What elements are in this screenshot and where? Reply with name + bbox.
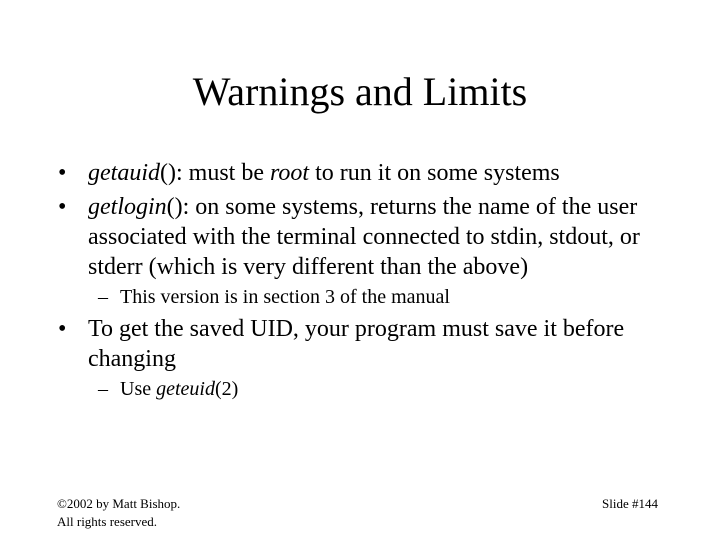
sub-bullet-text: (2)	[214, 378, 239, 400]
function-name: geteuid	[156, 378, 215, 400]
slide-title: Warnings and Limits	[192, 69, 528, 114]
bullet-item-getauid	[56, 158, 676, 188]
rights-line: All rights reserved.	[57, 514, 158, 529]
bullet-glyph: •	[58, 194, 67, 220]
sub-bullet-text: Use	[120, 378, 157, 400]
bullet-text: to run it on some systems	[309, 160, 560, 186]
sub-bullet-manual-section	[56, 284, 676, 310]
copyright-line: ©2002 by Matt Bishop.	[57, 496, 181, 511]
bullet-glyph: •	[58, 160, 67, 186]
bullet-text: To get the saved UID, your program must save it before changing	[88, 316, 625, 372]
bullet-item-getlogin	[56, 192, 676, 282]
function-name: getauid	[88, 160, 160, 186]
dash-glyph: –	[98, 378, 108, 400]
slide-number: Slide #144	[602, 496, 658, 511]
bullet-list	[56, 158, 676, 406]
bullet-item-saved-uid	[56, 314, 676, 374]
sub-bullet-text: This version is in section 3 of the manual	[120, 286, 450, 308]
bullet-text: (): on some systems, returns the name of the user associated with the terminal connected to stdin, stdout, or stderr (which is very different than the above)	[88, 194, 640, 280]
emphasis-text: root	[269, 160, 310, 186]
sub-bullet-geteuid	[56, 376, 676, 402]
footer-copyright	[57, 495, 180, 531]
bullet-glyph: •	[58, 316, 67, 342]
function-name: getlogin	[88, 194, 167, 220]
dash-glyph: –	[98, 286, 108, 308]
bullet-text: (): must be	[160, 160, 270, 186]
